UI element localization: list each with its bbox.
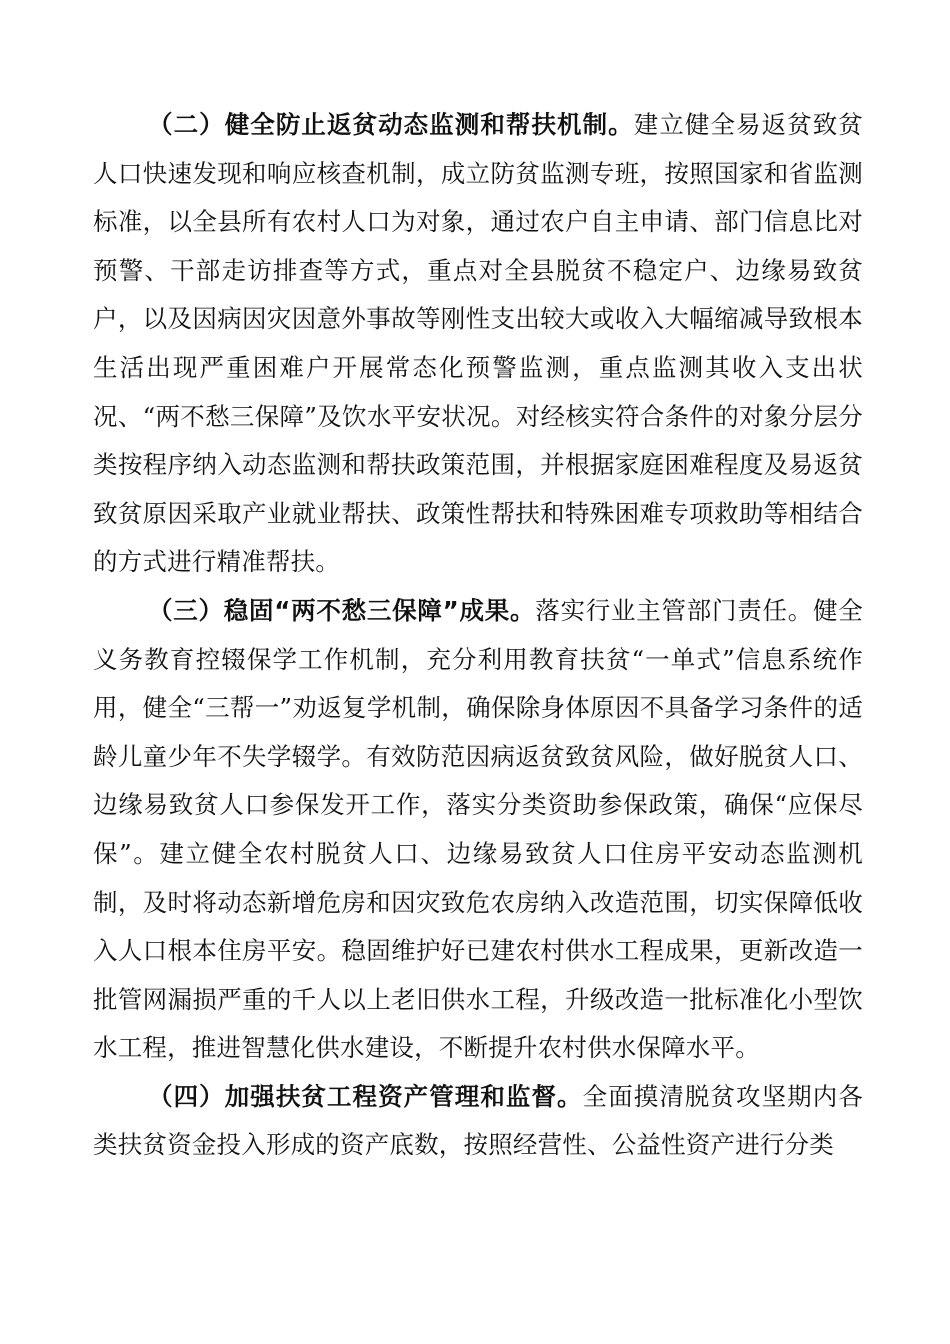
paragraph-heading: （四）加强扶贫工程资产管理和监督。	[148, 1081, 583, 1111]
document-body	[93, 101, 863, 1170]
paragraph-text: 建立健全易返贫致贫人口快速发现和响应核查机制，成立防贫监测专班，按照国家和省监测标准，以全县所有农村人口为对象，通过农户自主申请、部门信息比对预警、干部走访排查等方式，重点对全县脱贫不稳定户、边缘易致贫户，以及因病因灾因意外事故等刚性支出较大或收入大幅缩减导致根本生活出现严重困难户开展常态化预警监测，重点监测其收入支出状况、“两不愁三保障”及饮水平安状况。对经核实符合条件的对象分层分类按程序纳入动态监测和帮扶政策范围，并根据家庭困难程度及易返贫致贫原因采取产业就业帮扶、政策性帮扶和特殊困难专项救助等相结合的方式进行精准帮扶。	[93, 110, 863, 577]
paragraph-monitoring-mechanism	[93, 101, 863, 587]
paragraph-text: 落实行业主管部门责任。健全义务教育控辍保学工作机制，充分利用教育扶贫“一单式”信息系统作用，健全“三帮一”劝返复学机制，确保除身体原因不具备学习条件的适龄儿童少年不失学辍学。有效防范因病返贫致贫风险，做好脱贫人口、边缘易致贫人口参保发开工作，落实分类资助参保政策，确保“应保尽保”。建立健全农村脱贫人口、边缘易致贫人口住房平安动态监测机制，及时将动态新增危房和因灾致危农房纳入改造范围，切实保障低收入人口根本住房平安。稳固维护好已建农村供水工程成果，更新改造一批管网漏损严重的千人以上老旧供水工程，升级改造一批标准化小型饮水工程，推进智慧化供水建设，不断提升农村供水保障水平。	[93, 595, 864, 1063]
paragraph-asset-management	[93, 1073, 863, 1170]
paragraph-heading: （三）稳固“两不愁三保障”成果。	[148, 595, 536, 625]
paragraph-heading: （二）健全防止返贫动态监测和帮扶机制。	[148, 110, 634, 139]
paragraph-two-worries-three-guarantees	[93, 587, 863, 1073]
paragraph-text: 全面摸清脱贫攻坚期内各类扶贫资金投入形成的资产底数，按照经营性、公益性资产进行分类	[93, 1081, 864, 1160]
